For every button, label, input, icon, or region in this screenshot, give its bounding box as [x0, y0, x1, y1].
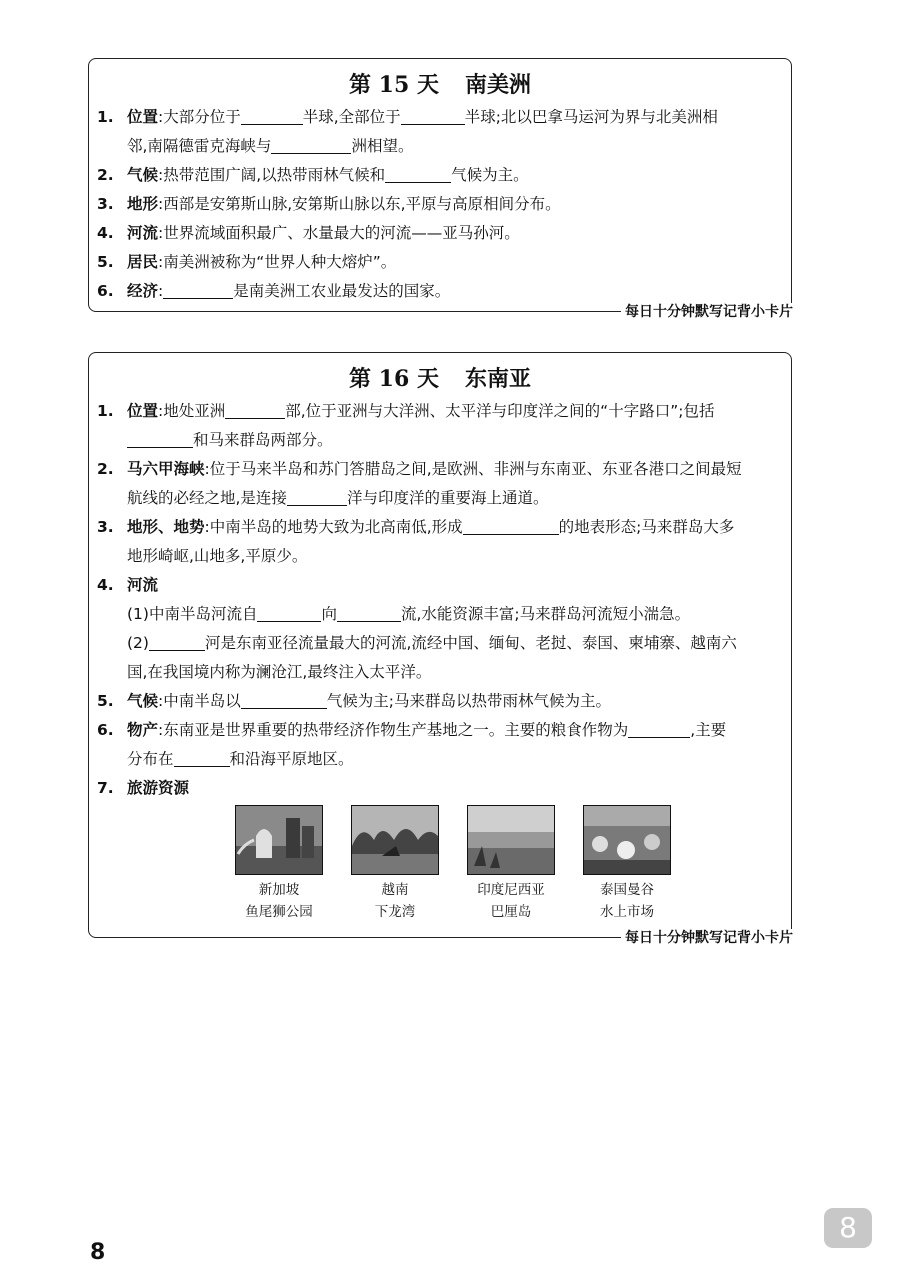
- fill-blank[interactable]: [385, 164, 451, 183]
- item-number: 2.: [97, 166, 114, 184]
- item-text: :南美洲被称为“世界人种大熔炉”。: [158, 253, 397, 271]
- photo-merlion-park: [229, 805, 329, 923]
- photo-caption: 泰国曼谷: [600, 882, 654, 898]
- card-day-label: 第 16 天: [349, 366, 439, 392]
- item-text: :: [158, 282, 164, 300]
- item-text: ,主要: [690, 721, 727, 739]
- item-text: :地处亚洲: [158, 402, 226, 420]
- photo-caption: 越南: [381, 882, 409, 898]
- page-number: 8: [90, 1240, 106, 1265]
- photo-caption: 下龙湾: [374, 904, 416, 920]
- item-label: 经济: [127, 282, 159, 300]
- fill-blank[interactable]: [241, 106, 303, 125]
- list-item: [97, 571, 781, 600]
- item-label: 居民: [127, 253, 159, 271]
- item-label: 河流: [127, 576, 159, 594]
- list-item: [97, 190, 781, 219]
- item-text: :世界流域面积最广、水量最大的河流——亚马孙河。: [158, 224, 520, 242]
- photo-caption: 鱼尾狮公园: [245, 904, 313, 920]
- item-number: 5.: [97, 253, 114, 271]
- item-text: 流,水能资源丰富;马来群岛河流短小湍急。: [400, 605, 691, 623]
- item-text: 半球;北以巴拿马运河为界与北美洲相: [464, 108, 718, 126]
- item-text: :东南亚是世界重要的热带经济作物生产基地之一。主要的粮食作物为: [158, 721, 629, 739]
- item-text: 国,在我国境内称为澜沧江,最终注入太平洋。: [127, 663, 432, 681]
- item-text: 气候为主。: [451, 166, 529, 184]
- item-label: 河流: [127, 224, 159, 242]
- list-item: [97, 484, 781, 513]
- floating-market-photo: [583, 805, 671, 875]
- item-label: 物产: [127, 721, 159, 739]
- item-text: :热带范围广阔,以热带雨林气候和: [158, 166, 386, 184]
- list-item: [97, 397, 781, 426]
- photo-bali: [461, 805, 561, 923]
- list-item: [97, 455, 781, 484]
- item-text: 邻,南隔德雷克海峡与: [127, 137, 272, 155]
- item-text: 是南美洲工农业最发达的国家。: [233, 282, 451, 300]
- item-text: 部,位于亚洲与大洋洲、太平洋与印度洋之间的“十字路口”;包括: [285, 402, 715, 420]
- item-text: 河是东南亚径流量最大的河流,流经中国、缅甸、老挝、泰国、柬埔寨、越南六: [204, 634, 737, 652]
- merlion-photo: [235, 805, 323, 875]
- item-text: 洋与印度洋的重要海上通道。: [346, 489, 549, 507]
- item-number: 5.: [97, 692, 114, 710]
- item-text: 半球,全部位于: [302, 108, 401, 126]
- bali-photo: [467, 805, 555, 875]
- item-text: (1)中南半岛河流自: [127, 605, 258, 623]
- item-text: 航线的必经之地,是连接: [127, 489, 287, 507]
- list-item: [97, 745, 781, 774]
- card-day-15: [88, 58, 793, 320]
- list-item: [97, 161, 781, 190]
- fill-blank[interactable]: [401, 106, 465, 125]
- card-day-16: [88, 352, 793, 946]
- card-title: [89, 363, 791, 395]
- fill-blank[interactable]: [628, 719, 690, 738]
- item-label: 位置: [127, 108, 159, 126]
- item-text: :位于马来半岛和苏门答腊岛之间,是欧洲、非洲与东南亚、东亚各港口之间最短: [204, 460, 742, 478]
- item-label: 马六甲海峡: [127, 460, 205, 478]
- item-text: (2): [127, 634, 149, 652]
- fill-blank[interactable]: [257, 603, 321, 622]
- list-item: [97, 132, 781, 161]
- item-list: [97, 103, 781, 306]
- item-text: :大部分位于: [158, 108, 241, 126]
- card-footer-tag: 每日十分钟默写记背小卡片: [621, 929, 797, 947]
- fill-blank[interactable]: [271, 135, 351, 154]
- item-number: 4.: [97, 224, 114, 242]
- list-item: [97, 248, 781, 277]
- list-item: [97, 277, 781, 306]
- fill-blank[interactable]: [225, 400, 285, 419]
- item-text: :中南半岛的地势大致为北高南低,形成: [204, 518, 463, 536]
- fill-blank[interactable]: [241, 690, 327, 709]
- list-subitem: [97, 600, 781, 629]
- list-item: [97, 513, 781, 542]
- fill-blank[interactable]: [149, 632, 205, 651]
- page-number-badge: 8: [824, 1208, 872, 1248]
- card-region-label: 东南亚: [464, 366, 531, 392]
- card-day-label: 第 15 天: [349, 72, 439, 98]
- photo-floating-market: [577, 805, 677, 923]
- item-label: 气候: [127, 166, 159, 184]
- item-number: 1.: [97, 108, 114, 126]
- photo-caption: 水上市场: [600, 904, 654, 920]
- item-text: 地形崎岖,山地多,平原少。: [127, 547, 308, 565]
- item-number: 6.: [97, 721, 114, 739]
- fill-blank[interactable]: [127, 429, 193, 448]
- item-number: 7.: [97, 779, 114, 797]
- ha-long-bay-photo: [351, 805, 439, 875]
- item-text: 分布在: [127, 750, 174, 768]
- item-text: 向: [321, 605, 337, 623]
- item-text: :中南半岛以: [158, 692, 241, 710]
- item-text: 和马来群岛两部分。: [193, 431, 333, 449]
- fill-blank[interactable]: [463, 516, 559, 535]
- card-region-label: 南美洲: [464, 72, 531, 98]
- item-label: 旅游资源: [127, 779, 190, 797]
- photo-caption: 印度尼西亚: [477, 882, 545, 898]
- list-item: [97, 542, 781, 571]
- item-text: 和沿海平原地区。: [229, 750, 354, 768]
- list-item: [97, 103, 781, 132]
- fill-blank[interactable]: [174, 748, 230, 767]
- list-item: [97, 658, 781, 687]
- fill-blank[interactable]: [287, 487, 347, 506]
- item-label: 地形、地势: [127, 518, 205, 536]
- photo-caption: 巴厘岛: [490, 904, 532, 920]
- item-number: 2.: [97, 460, 114, 478]
- photo-ha-long-bay: [345, 805, 445, 923]
- list-item: [97, 716, 781, 745]
- item-text: 洲相望。: [351, 137, 414, 155]
- list-item: [97, 774, 781, 803]
- list-subitem: [97, 629, 781, 658]
- item-label: 气候: [127, 692, 159, 710]
- item-number: 3.: [97, 518, 114, 536]
- item-label: 地形: [127, 195, 159, 213]
- fill-blank[interactable]: [163, 280, 233, 299]
- item-number: 3.: [97, 195, 114, 213]
- item-text: :西部是安第斯山脉,安第斯山脉以东,平原与高原相间分布。: [158, 195, 561, 213]
- item-number: 1.: [97, 402, 114, 420]
- tourism-photos: [229, 805, 669, 925]
- photo-caption: 新加坡: [258, 882, 300, 898]
- fill-blank[interactable]: [337, 603, 401, 622]
- item-number: 4.: [97, 576, 114, 594]
- card-footer-tag: 每日十分钟默写记背小卡片: [621, 303, 797, 321]
- item-list: [97, 397, 781, 803]
- item-label: 位置: [127, 402, 159, 420]
- item-number: 6.: [97, 282, 114, 300]
- list-item: [97, 219, 781, 248]
- card-title: [89, 69, 791, 101]
- item-text: 的地表形态;马来群岛大多: [558, 518, 735, 536]
- list-item: [97, 426, 781, 455]
- item-text: 气候为主;马来群岛以热带雨林气候为主。: [326, 692, 611, 710]
- list-item: [97, 687, 781, 716]
